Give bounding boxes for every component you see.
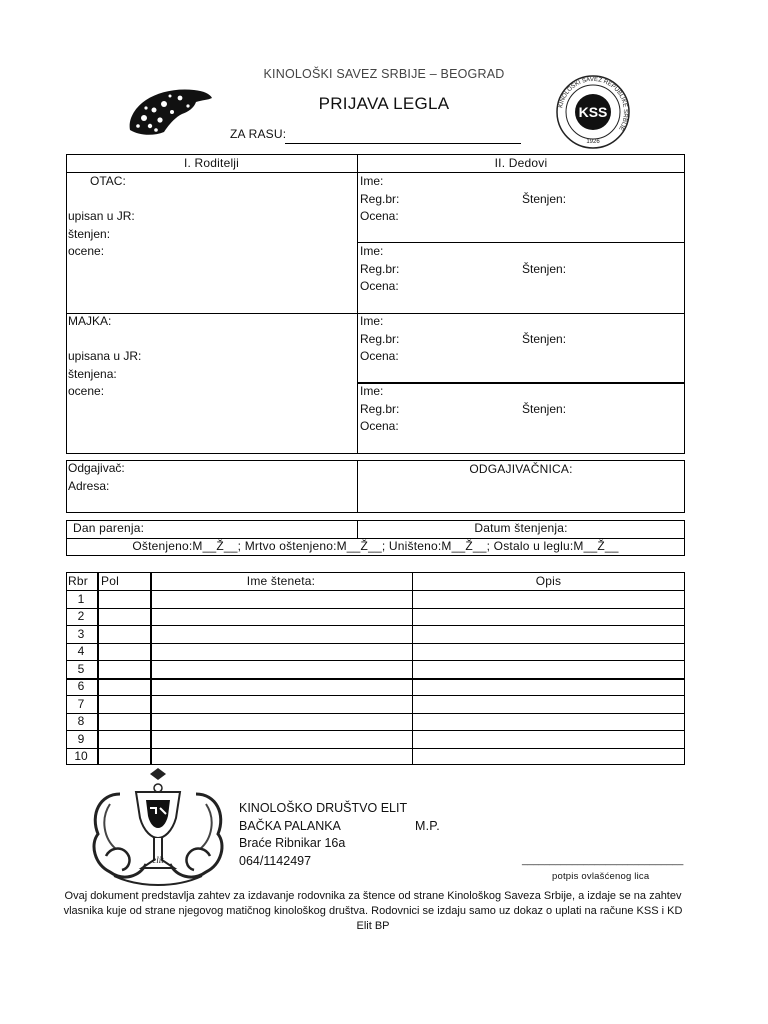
puppy-row-divider: [66, 748, 685, 749]
grandparent-grade-label: Ocena:: [360, 349, 399, 363]
puppy-row-divider: [66, 608, 685, 609]
puppy-row-divider: [66, 695, 685, 696]
puppy-row-divider: [66, 590, 685, 591]
breed-input-line[interactable]: [285, 143, 521, 144]
puppy-row-divider: [66, 678, 685, 680]
grandparent-entry: [360, 313, 680, 366]
puppy-row-number: 4: [77, 644, 85, 658]
club-phone: 064/1142497: [239, 853, 312, 868]
grandparent-name-label: Ime:: [360, 174, 384, 188]
grandparent-reg-label: Reg.br:: [360, 261, 400, 276]
col-sex: Pol: [101, 574, 119, 588]
mother-block: [68, 313, 141, 401]
kss-seal-logo: [552, 74, 634, 150]
mother-whelped-label: štenjena:: [68, 366, 117, 381]
dog-head-logo: [124, 82, 214, 138]
breed-label: ZA RASU:: [230, 127, 287, 141]
club-address-block: [239, 800, 407, 870]
grandparent-whelped-label: Štenjen:: [522, 401, 567, 416]
puppy-row-divider: [66, 625, 685, 626]
puppy-row-number: 1: [77, 591, 85, 606]
kss-year: 1926: [586, 139, 600, 145]
father-label: OTAC:: [90, 174, 126, 188]
puppies-col-divider-1: [97, 572, 99, 765]
col-puppy-name: Ime šteneta:: [246, 574, 316, 588]
puppy-row-number: 5: [77, 661, 85, 676]
parents-header: I. Roditelji: [183, 156, 240, 170]
grandparent-grade-label: Ocena:: [360, 279, 399, 293]
col-rbr: Rbr: [68, 574, 88, 588]
puppy-row-divider: [66, 713, 685, 714]
crest-text: elit: [152, 855, 164, 865]
signature-caption: potpis ovlašćenog lica: [552, 871, 650, 882]
puppy-row-divider: [66, 660, 685, 661]
puppy-row-number: 2: [77, 609, 85, 623]
litter-summary: Oštenjeno:M__Ž__; Mrtvo oštenjeno:M__Ž__; Uništeno:M__Ž__; Ostalo u leglu:M__Ž__: [132, 539, 619, 553]
grandparent-name-label: Ime:: [360, 314, 384, 328]
organization-name: KINOLOŠKI SAVEZ SRBIJE – BEOGRAD: [263, 67, 505, 81]
puppy-row-number: 10: [74, 749, 88, 763]
grandparent-entry: [360, 173, 680, 226]
grandparent-entry: [360, 383, 680, 436]
puppy-row-number: 9: [77, 731, 85, 746]
whelping-date-label: Datum štenjenja:: [474, 521, 568, 535]
signature-line[interactable]: _____________________________: [522, 855, 684, 866]
father-whelped-label: štenjen:: [68, 226, 111, 241]
col-description: Opis: [535, 574, 562, 588]
grandparent-name-label: Ime:: [360, 384, 384, 398]
grandparent-whelped-label: Štenjen:: [522, 261, 567, 276]
grandparent-name-label: Ime:: [360, 244, 384, 258]
mother-grades-label: ocene:: [68, 384, 105, 398]
breeder-labels: [68, 460, 125, 495]
grandparent-entry: [360, 243, 680, 296]
grandparent-reg-label: Reg.br:: [360, 191, 400, 206]
club-name: KINOLOŠKO DRUŠTVO ELIT: [239, 801, 408, 815]
father-block: [68, 173, 135, 261]
kss-ring-text: KINOLOŠKI SAVEZ REPUBLIKE SRBIJE: [558, 76, 629, 132]
kennel-label: ODGAJIVAČNICA:: [469, 462, 573, 476]
pedigree-column-divider: [357, 154, 358, 454]
address-label: Adresa:: [68, 478, 110, 493]
puppies-col-divider-3: [412, 572, 413, 765]
grandparents-header: II. Dedovi: [494, 156, 548, 170]
grandparent-whelped-label: Štenjen:: [522, 191, 567, 206]
grandparent-whelped-label: Štenjen:: [522, 331, 567, 346]
father-registered-label: upisan u JR:: [68, 209, 135, 223]
club-city: BAČKA PALANKA: [239, 818, 341, 833]
grandparent-grade-label: Ocena:: [360, 419, 399, 433]
puppy-row-divider: [66, 643, 685, 644]
mother-registered-label: upisana u JR:: [68, 349, 142, 363]
mother-label: MAJKA:: [68, 314, 112, 328]
puppy-row-number: 7: [77, 696, 85, 711]
puppy-row-number: 8: [77, 714, 85, 728]
puppy-row-number: 3: [77, 626, 85, 641]
grandparent-grade-label: Ocena:: [360, 209, 399, 223]
kss-logo-text: KSS: [578, 104, 608, 120]
kd-elit-crest-logo: [80, 764, 236, 896]
puppies-table: [66, 572, 685, 765]
puppy-row-number: 6: [77, 679, 85, 693]
puppy-row-divider: [66, 730, 685, 731]
breeder-label: Odgajivač:: [68, 461, 125, 475]
page-title: PRIJAVA LEGLA: [318, 94, 450, 113]
grandparent-reg-label: Reg.br:: [360, 401, 400, 416]
seal-placeholder: M.P.: [415, 819, 440, 833]
mating-date-label: Dan parenja:: [73, 521, 145, 535]
puppies-col-divider-2: [150, 572, 152, 765]
footer-note: Ovaj dokument predstavlja zahtev za izdavanje rodovnika za štence od strane Kinološkog Saveza Srbije, a izdaje se na zahtev vlasnika kuje od strane njegovog matičnog kinološkog društva. Rodovnici se izdaju samo uz dokaz o uplati na račune KSS i KD Elit BP: [63, 890, 683, 932]
father-grades-label: ocene:: [68, 244, 105, 258]
grandparent-reg-label: Reg.br:: [360, 331, 400, 346]
club-street: Braće Ribnikar 16a: [239, 836, 346, 850]
